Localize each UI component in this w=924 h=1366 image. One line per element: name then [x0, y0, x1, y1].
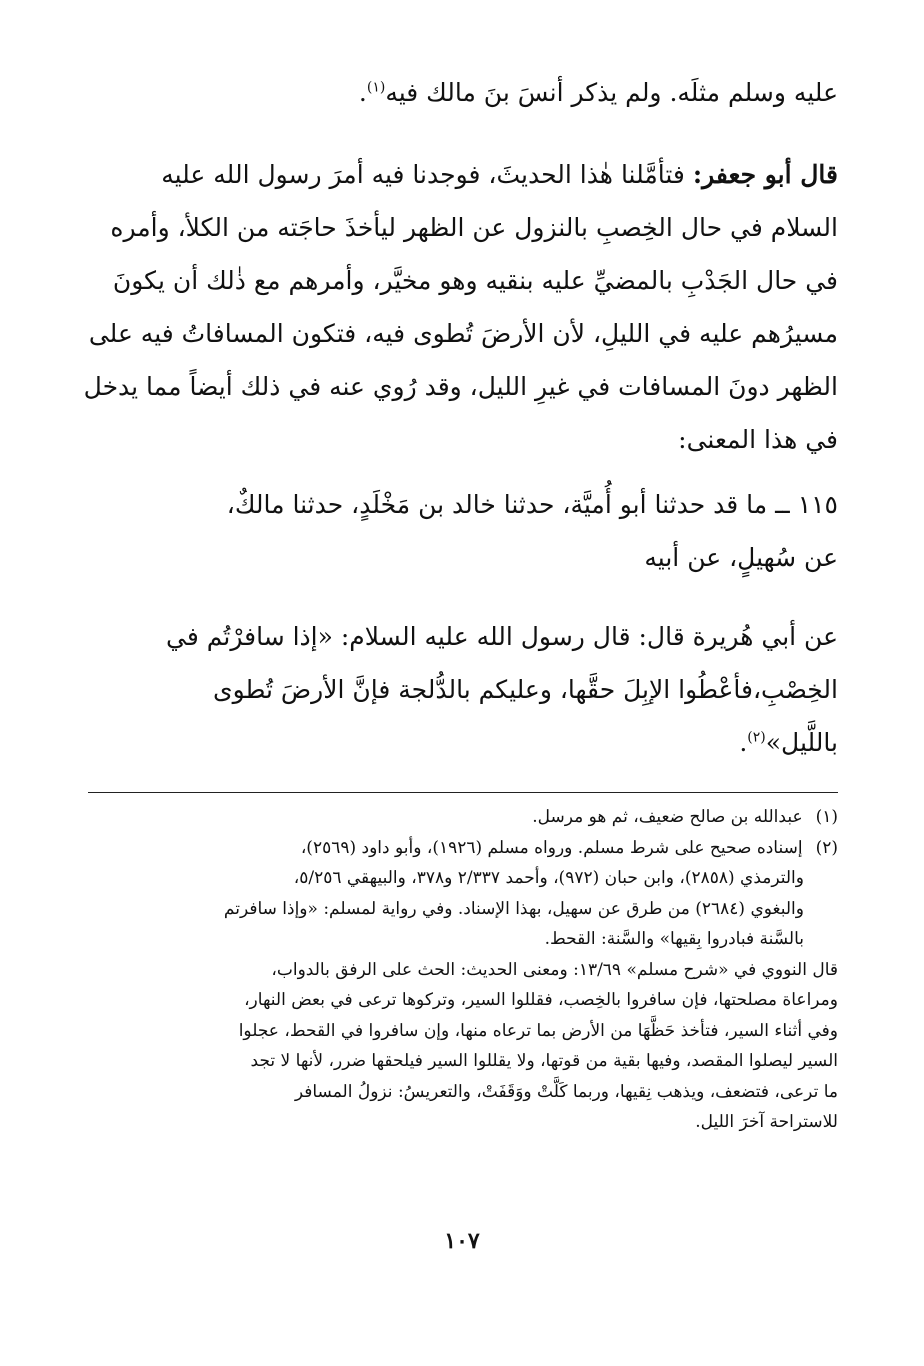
footnote-line: ومراعاة مصلحتها، فإن سافروا بالخِصب، فقللوا السير، وتركوها ترعى في بعض النهار، — [244, 990, 838, 1010]
paragraph-line: في هذا المعنى: — [678, 425, 838, 454]
paragraph-text: عليه وسلم مثلَه. ولم يذكر أنسَ بنَ مالك فيه — [385, 78, 838, 107]
paragraph-line: الظهر دونَ المسافات في غيرِ الليل، وقد رُوي عنه في ذلك أيضاً مما يدخل — [83, 372, 838, 401]
footnote-label: (٢) — [815, 837, 838, 858]
footnote-line: والبغوي (٢٦٨٤) من طرق عن سهيل، بهذا الإسناد. وفي رواية لمسلم: «وإذا سافرتم — [223, 898, 804, 919]
footnote-reference: (٢) — [747, 729, 766, 746]
isnad-line: ١١٥ ــ ما قد حدثنا أبو أُميَّة، حدثنا خالد بن مَخْلَدٍ، حدثنا مالكٌ، — [226, 490, 838, 519]
footnote-line: ما ترعى، فتضعف، ويذهب نِقيها، وربما كَلَّتْ ووَقَفَتْ، والتعريسُ: نزولُ المسافر — [294, 1081, 838, 1102]
paragraph-continuation: عليه وسلم مثلَه. ولم يذكر أنسَ بنَ مالك فيه$^{(١)}$. — [358, 78, 838, 107]
isnad-line: عن سُهيلٍ، عن أبيه — [644, 543, 838, 572]
footnote-1 — [88, 802, 838, 833]
footnote-label: (١) — [815, 807, 838, 827]
footnote-2-continuation — [88, 955, 838, 1138]
page-number: ١٠٧ — [444, 1228, 480, 1254]
paragraph-commentary: قال أبو جعفر: فتأمَّلنا هٰذا الحديثَ، فوجدنا فيه أمرَ رسول الله عليه السلام في حال الخِصبِ بالنزول عن الظهر ليأخذَ حاجَته من الكلأ، وأمره في حال الجَدْبِ بالمضيِّ عليه بنقيه وهو مخيَّر، وأمرهم مع ذٰلك أن يكونَ مسيرُهم عليه في الليلِ، لأن الأرضَ تُطوى فيه، فتكون المسافاتُ فيه على الظهر دونَ المسافات في غيرِ الليل، وقد رُوي عنه في ذلك أيضاً مما يدخل في هذا المعنى: — [88, 148, 838, 466]
footnote-reference: (١) — [366, 79, 386, 96]
footnote-line: قال النووي في «شرح مسلم» ١٣/٦٩: ومعنى الحديث: الحث على الرفق بالدواب، — [271, 959, 838, 980]
footnote-line: وفي أثناء السير، فتأخذ حَظَّهَا من الأرض بما ترعاه منها، وإن سافروا في القحط، عجلوا — [238, 1020, 838, 1041]
footnote-line: بالسَّنة فبادروا بِقيها» والسَّنة: القحط. — [544, 929, 804, 949]
hadith-matn: عن أبي هُريرة قال: قال رسول الله عليه السلام: «إذا سافرْتُم في الخِصْبِ،فأعْطُوا الإبِلَ حقَّها، وعليكم بالدُّلجة فإنَّ الأرضَ تُطوى باللَّيل»$^{(٢)}$. — [88, 610, 838, 769]
paragraph-line: السلام في حال الخِصبِ بالنزول عن الظهر ليأخذَ حاجَته من الكلأ، وأمره — [110, 213, 838, 242]
footnotes — [88, 802, 838, 1138]
footnote-2 — [88, 833, 838, 955]
hadith-isnad — [88, 478, 838, 584]
paragraph-line: مسيرُهم عليه في الليلِ، لأن الأرضَ تُطوى فيه، فتكون المسافاتُ فيه على — [88, 319, 838, 348]
paragraph-line: في حال الجَدْبِ بالمضيِّ عليه بنقيه وهو مخيَّر، وأمرهم مع ذٰلك أن يكونَ — [112, 266, 838, 295]
footnote-text: عبدالله بن صالح ضعيف، ثم هو مرسل. — [532, 807, 803, 827]
matn-line: الخِصْبِ،فأعْطُوا الإبِلَ حقَّها، وعليكم بالدُّلجة فإنَّ الأرضَ تُطوى — [213, 675, 838, 704]
speaker-label: قال أبو جعفر: — [692, 160, 838, 189]
footnote-separator — [88, 792, 838, 793]
footnote-line: للاستراحة آخرَ الليل. — [695, 1112, 838, 1132]
matn-line: باللَّيل» — [765, 728, 838, 757]
footnote-line: والترمذي (٢٨٥٨)، وابن حبان (٩٧٢)، وأحمد ٢/٣٣٧ و٣٧٨، والبيهقي ٥/٢٥٦، — [293, 868, 804, 888]
matn-line: عن أبي هُريرة قال: قال رسول الله عليه السلام: «إذا سافرْتُم في — [166, 622, 838, 651]
footnote-text: إسناده صحيح على شرط مسلم. ورواه مسلم (١٩٢٦)، وأبو داود (٢٥٦٩)، — [300, 837, 803, 858]
footnote-line: السير ليصلوا المقصد، وفيها بقية من قوتها، ولا يقللوا السير فيلحقها ضرر، لأنها لا تجد — [250, 1051, 838, 1071]
